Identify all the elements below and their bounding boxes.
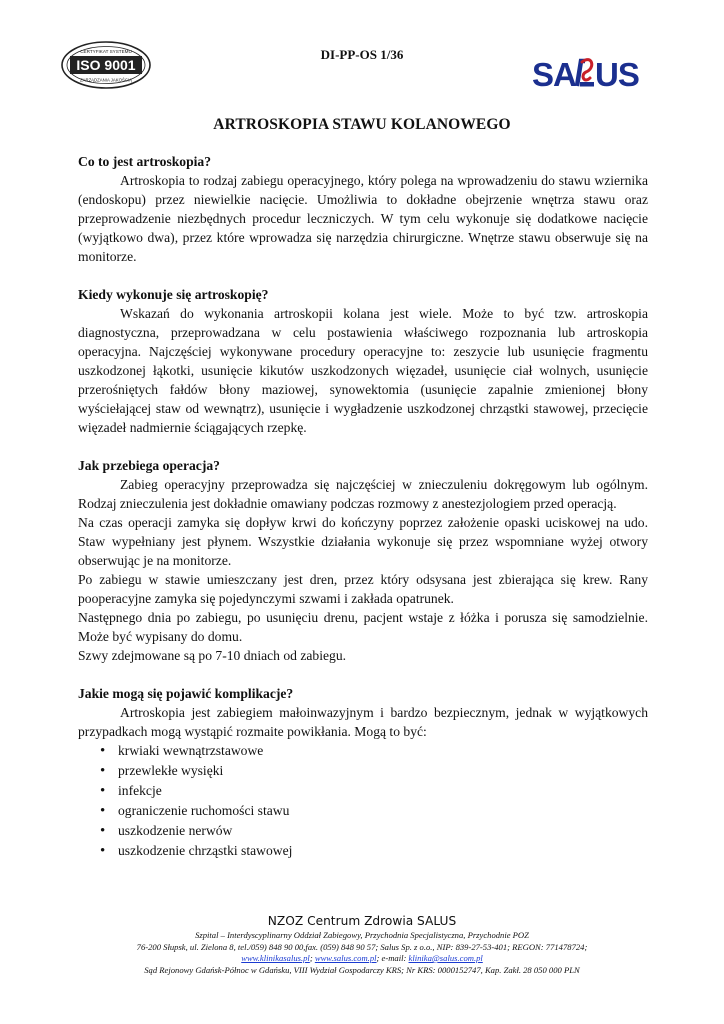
complications-list: [78, 741, 648, 861]
paragraph: Po zabiegu w stawie umieszczany jest dren, przez który odsysana jest zbierająca się krew. Rany pooperacyjne zamyka się pojedynczymi szwami i zakłada opatrunek.: [78, 572, 648, 606]
section-when-performed: [78, 285, 648, 437]
footer-contact: [0, 953, 724, 965]
list-item: • przewlekłe wysięki: [78, 761, 648, 781]
svg-text:CERTYFIKAT SYSTEMU: CERTYFIKAT SYSTEMU: [80, 49, 132, 54]
paragraph: Na czas operacji zamyka się dopływ krwi do kończyny poprzez założenie opaski uciskowej na udo. Staw wypełniany jest płynem. Wszystkie działania wykonuje się przez wspomniane wyżej otwory obserwując je na monitorze.: [78, 515, 648, 568]
svg-text:SA: SA: [532, 56, 576, 93]
page-title: ARTROSKOPIA STAWU KOLANOWEGO: [213, 116, 511, 133]
paragraph: Artroskopia jest zabiegiem małoinwazyjnym i bardzo bezpiecznym, jednak w wyjątkowych przypadkach mogą wystąpić rozmaite powikłania. Mogą to być:: [78, 705, 648, 739]
paragraph: Szwy zdejmowane są po 7-10 dniach od zabiegu.: [78, 648, 347, 663]
section-heading: Co to jest artroskopia?: [78, 154, 212, 169]
svg-text:US: US: [595, 56, 639, 93]
email-label: ; e-mail:: [376, 953, 409, 963]
section-what-is-arthroscopy: [78, 152, 648, 266]
footer-address: 76-200 Słupsk, ul. Zielona 8, tel./059) 848 90 00,fax. (059) 848 90 57; Salus Sp. z o.o., NIP: 839-27-53-401; REGON: 771478724;: [136, 941, 588, 952]
paragraph: Artroskopia to rodzaj zabiegu operacyjnego, który polega na wprowadzeniu do stawu wziernika (endoskopu) przez niewielkie nacięcie. Umożliwia to dokładne obejrzenie wnętrza stawu oraz przeprowadzenie niezbędnych procedur leczniczych. W tym celu wykonuje się dodatkowe nacięcie (wyjątkowo dwa), przez które wprowadza się narzędzia chirurgiczne. Wnętrze stawu obserwuje się na monitorze.: [78, 173, 648, 264]
footer-institution-name: NZOZ Centrum Zdrowia SALUS: [267, 914, 457, 928]
list-item: • uszkodzenie chrząstki stawowej: [78, 841, 648, 861]
footer-departments: Szpital – Interdyscyplinarny Oddział Zabiegowy, Przychodnia Specjalistyczna, Przychodnie POZ: [195, 930, 529, 940]
section-heading: Kiedy wykonuje się artroskopię?: [78, 287, 269, 302]
page-header: [0, 0, 724, 110]
section-heading: Jakie mogą się pojawić komplikacje?: [78, 686, 294, 701]
svg-text:ZARZĄDZANIA JAKOŚCIĄ: ZARZĄDZANIA JAKOŚCIĄ: [79, 77, 133, 83]
salus-logo: [532, 52, 652, 94]
document-code: DI-PP-OS 1/36: [320, 47, 404, 62]
document-body: [78, 152, 648, 880]
paragraph: Wskazań do wykonania artroskopii kolana jest wiele. Może to być tzw. artroskopia diagnostyczna, przeprowadzana w celu postawienia właściwego rozpoznania lub artroskopia operacyjna. Najczęściej wykonywane procedury operacyjne to: zeszycie lub usunięcie fragmentu uszkodzonej łąkotki, usunięcie kikutów uszkodzonych więzadeł, usunięcie ciał wolnych, usunięcie przerośniętych fałdów błony maziowej, synowektomia (usunięcie zapalnie zmienionej błony wyściełającej staw od wewnątrz), usunięcie i wygładzenie uszkodzonej chrząstki stawowej, przecięcie więzadeł nadmiernie ściągających rzepkę.: [78, 306, 648, 435]
website-link-klinikasalus[interactable]: www.klinikasalus.pl: [241, 953, 310, 963]
paragraph: Zabieg operacyjny przeprowadza się najczęściej w znieczuleniu dokręgowym lub ogólnym. Rodzaj znieczulenia jest dokładnie omawiany podczas rozmowy z anestezjologiem przed operacją.: [78, 477, 648, 511]
list-item: • infekcje: [78, 781, 648, 801]
svg-text:ISO 9001: ISO 9001: [76, 57, 136, 73]
list-item: • krwiaki wewnątrzstawowe: [78, 741, 648, 761]
list-item: • uszkodzenie nerwów: [78, 821, 648, 841]
section-operation-course: [78, 456, 648, 665]
paragraph: Następnego dnia po zabiegu, po usunięciu drenu, pacjent wstaje z łóżka i porusza się samodzielnie. Może być wypisany do domu.: [78, 610, 648, 644]
footer-registry: Sąd Rejonowy Gdańsk-Północ w Gdańsku, VIII Wydział Gospodarczy KRS; Nr KRS: 0000152747, Kap. Zakł. 28 050 000 PLN: [144, 964, 580, 975]
section-heading: Jak przebiega operacja?: [78, 458, 220, 473]
email-link[interactable]: klinika@salus.com.pl: [408, 953, 483, 963]
page-footer: [0, 912, 724, 976]
website-link-salus[interactable]: www.salus.com.pl: [314, 953, 377, 963]
section-complications: [78, 684, 648, 861]
separator: ;: [309, 953, 315, 963]
list-item: • ograniczenie ruchomości stawu: [78, 801, 648, 821]
